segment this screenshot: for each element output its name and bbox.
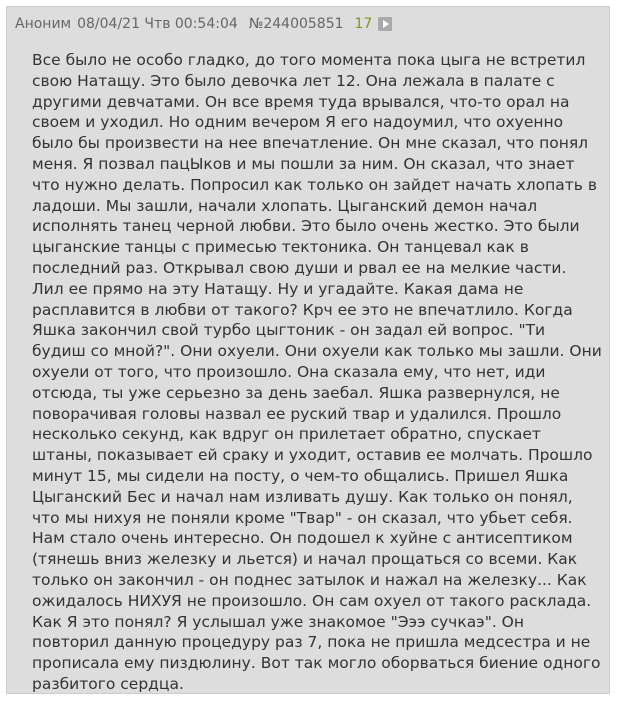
reply-count[interactable]: 17 bbox=[354, 16, 373, 32]
post-message: Все было не особо гладко, до того момента пока цыга не встретил свою Натащу. Это было девочка лет 12. Она лежала в палате с другими девчатами. Он все время туда врывался, что-то орал на своем и уходил. Но одним вечером Я его надоумил, что охуенно было бы произвести на нее впечатление. Он мне сказал, что понял меня. Я позвал пацЫков и мы пошли за ним. Он сказал, что знает что нужно делать. Попросил как только он зайдет начать хлопать в ладоши. Мы зашли, начали хлопать. Цыганский демон начал исполнять танец черной любви. Это было очень жестко. Это были цыганские танцы с примесью тектоника. Он танцевал как в последний раз. Открывал свою души и рвал ее на мелкие части. Лил ее прямо на эту Натащу. Ну и угадайте. Какая дама не расплавится в любви от такого? Крч ее это не впечатлило. Когда Яшка закончил свой турбо цыгтоник - он задал ей вопрос. "Ти будиш со мной?". Они охуели. Они охуели как только мы зашли. Они охуели от того, что произошло. Она сказала ему, что нет, иди отсюда, ты уже серьезно за день заебал. Яшка развернулся, не поворачивая головы назвал ее руский твар и удалился. Прошло несколько секунд, как вдруг он прилетает обратно, спускает штаны, показывает ей сраку и уходит, оставив ее молчать. Прошло минут 15, мы сидели на посту, о чем-то общались. Пришел Яшка Цыганский Бес и начал нам изливать душу. Как только он понял, что мы нихуя не поняли кроме "Твар" - он сказал, что убьет себя. Нам стало очень интересно. Он подошел к хуйне с антисептиком (тянешь вниз железку и льется) и начал прощаться со всеми. Как только он закончил - он поднес затылок и нажал на железку... Как ожидалось НИХУЯ не произошло. Он сам охуел от такого расклада. Как Я это понял? Я услышал уже знакомое "Эээ сучкаэ". Он повторил данную процедуру раз 7, пока не пришла медсестра и не прописала ему пиздюлину. Вот так могло оборваться биение одного разбитого сердца. bbox=[32, 51, 602, 693]
play-button[interactable] bbox=[378, 17, 392, 31]
post-author: Аноним bbox=[15, 16, 72, 32]
post-number-link[interactable]: №244005851 bbox=[248, 16, 344, 32]
post-date: 08/04/21 Чтв 00:54:04 bbox=[77, 16, 238, 32]
post-header bbox=[15, 15, 392, 33]
post-card bbox=[6, 6, 610, 694]
play-icon bbox=[383, 20, 389, 28]
